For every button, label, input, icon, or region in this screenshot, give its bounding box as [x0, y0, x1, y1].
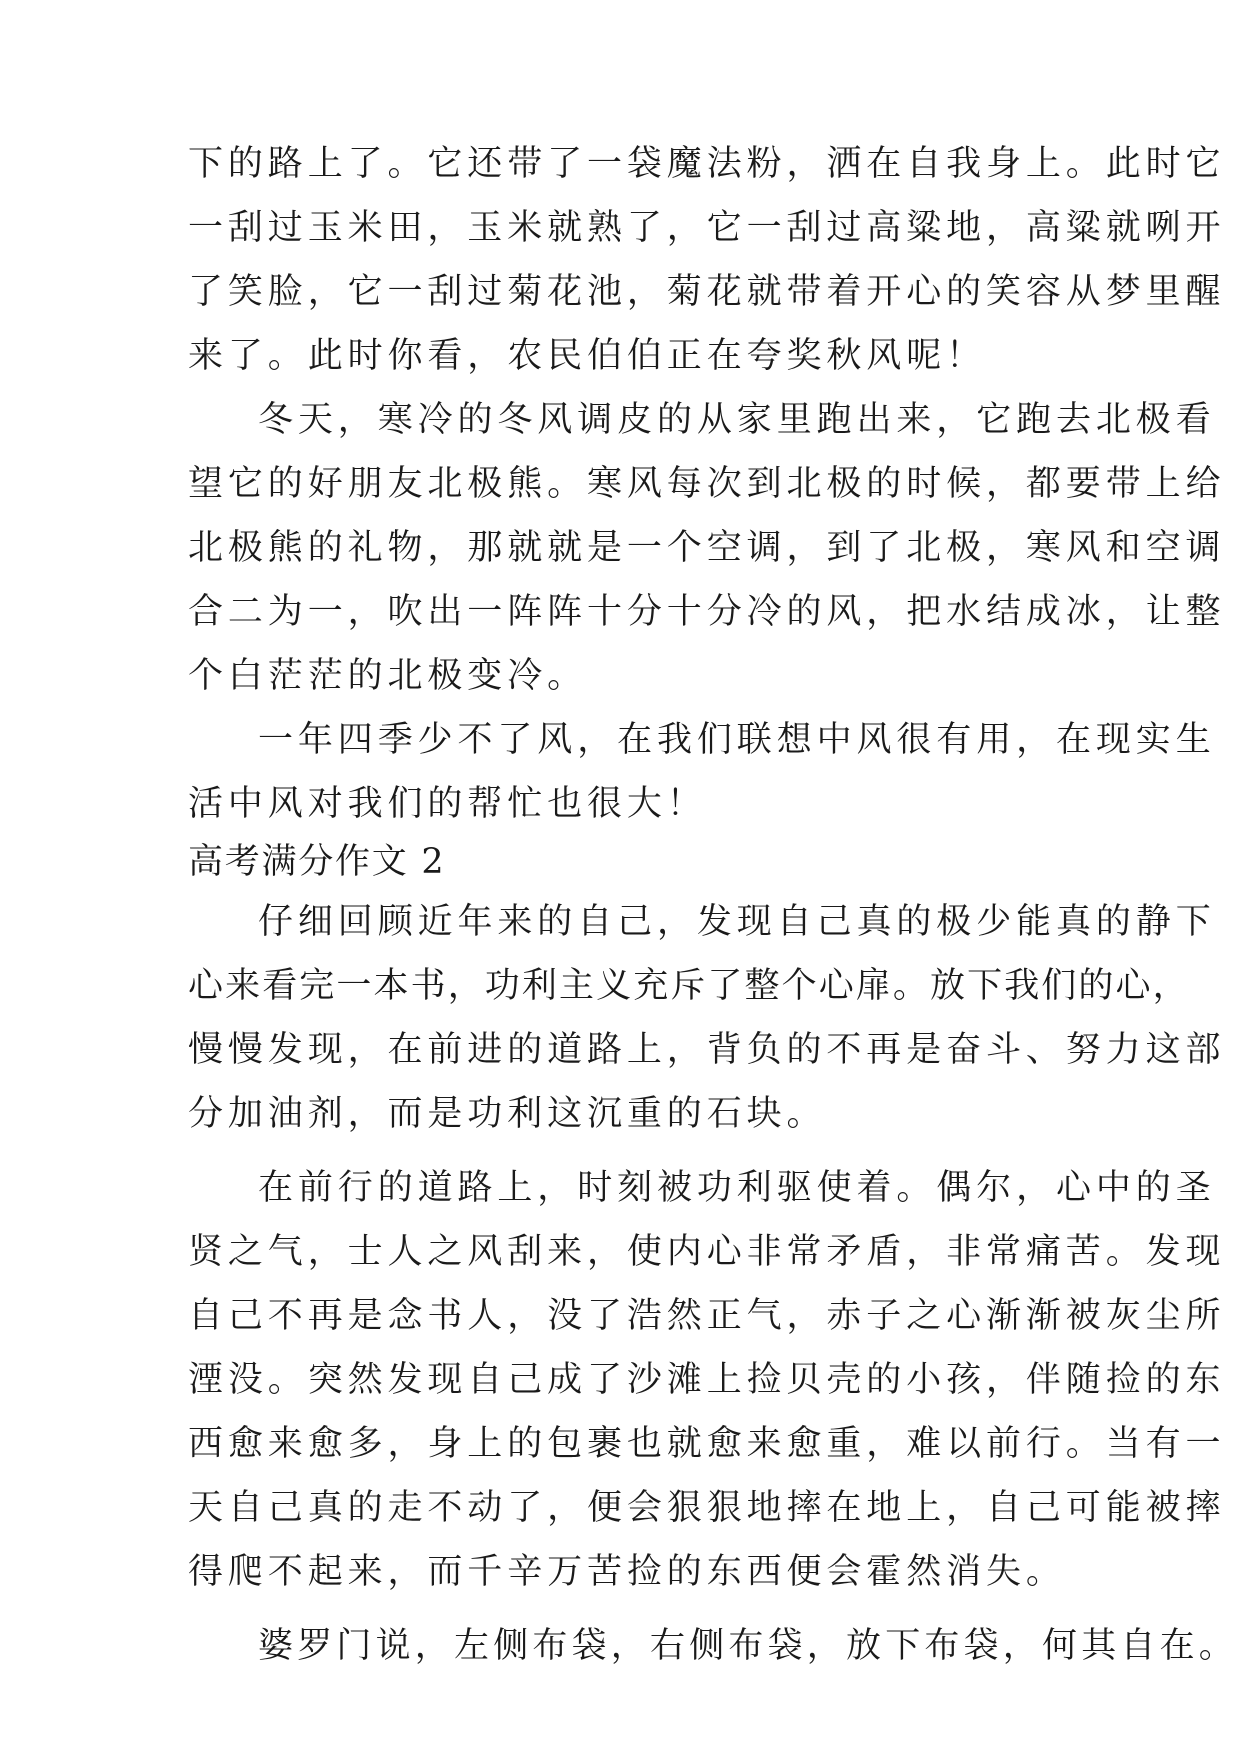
text-line: 一刮过玉米田，玉米就熟了，它一刮过高粱地，高粱就咧开 — [188, 208, 1226, 248]
text-line: 自己不再是念书人，没了浩然正气，赤子之心渐渐被灰尘所 — [188, 1296, 1226, 1336]
text-line: 了笑脸，它一刮过菊花池，菊花就带着开心的笑容从梦里醒 — [188, 272, 1226, 312]
text-line: 在前行的道路上，时刻被功利驱使着。偶尔，心中的圣 — [258, 1168, 1216, 1208]
text-line: 天自己真的走不动了，便会狠狠地摔在地上，自己可能被摔 — [188, 1488, 1226, 1528]
text-line: 心来看完一本书，功利主义充斥了整个心扉。放下我们的心， — [188, 966, 1190, 1006]
text-line: 湮没。突然发现自己成了沙滩上捡贝壳的小孩，伴随捡的东 — [188, 1360, 1226, 1400]
text-line: 活中风对我们的帮忙也很大！ — [188, 784, 707, 824]
text-line: 贤之气，士人之风刮来，使内心非常矛盾，非常痛苦。发现 — [188, 1232, 1226, 1272]
text-line: 分加油剂，而是功利这沉重的石块。 — [188, 1094, 827, 1134]
text-line: 望它的好朋友北极熊。寒风每次到北极的时候，都要带上给 — [188, 464, 1226, 504]
text-line: 慢慢发现，在前进的道路上，背负的不再是奋斗、努力这部 — [188, 1030, 1226, 1070]
text-line: 合二为一，吹出一阵阵十分十分冷的风，把水结成冰，让整 — [188, 592, 1226, 632]
text-line: 北极熊的礼物，那就就是一个空调，到了北极，寒风和空调 — [188, 528, 1226, 568]
section-heading: 高考满分作文 2 — [188, 842, 446, 882]
text-line: 西愈来愈多，身上的包裹也就愈来愈重，难以前行。当有一 — [188, 1424, 1226, 1464]
text-line: 婆罗门说，左侧布袋，右侧布袋，放下布袋，何其自在。 — [258, 1626, 1239, 1666]
text-line: 来了。此时你看，农民伯伯正在夸奖秋风呢！ — [188, 336, 987, 376]
text-line: 得爬不起来，而千辛万苦捡的东西便会霍然消失。 — [188, 1552, 1066, 1592]
text-line: 个白茫茫的北极变冷。 — [188, 656, 588, 696]
text-line: 仔细回顾近年来的自己，发现自己真的极少能真的静下 — [258, 902, 1216, 942]
text-line: 一年四季少不了风，在我们联想中风很有用，在现实生 — [258, 720, 1216, 760]
text-line: 冬天，寒冷的冬风调皮的从家里跑出来，它跑去北极看 — [258, 400, 1216, 440]
text-line: 下的路上了。它还带了一袋魔法粉，洒在自我身上。此时它 — [188, 144, 1226, 184]
